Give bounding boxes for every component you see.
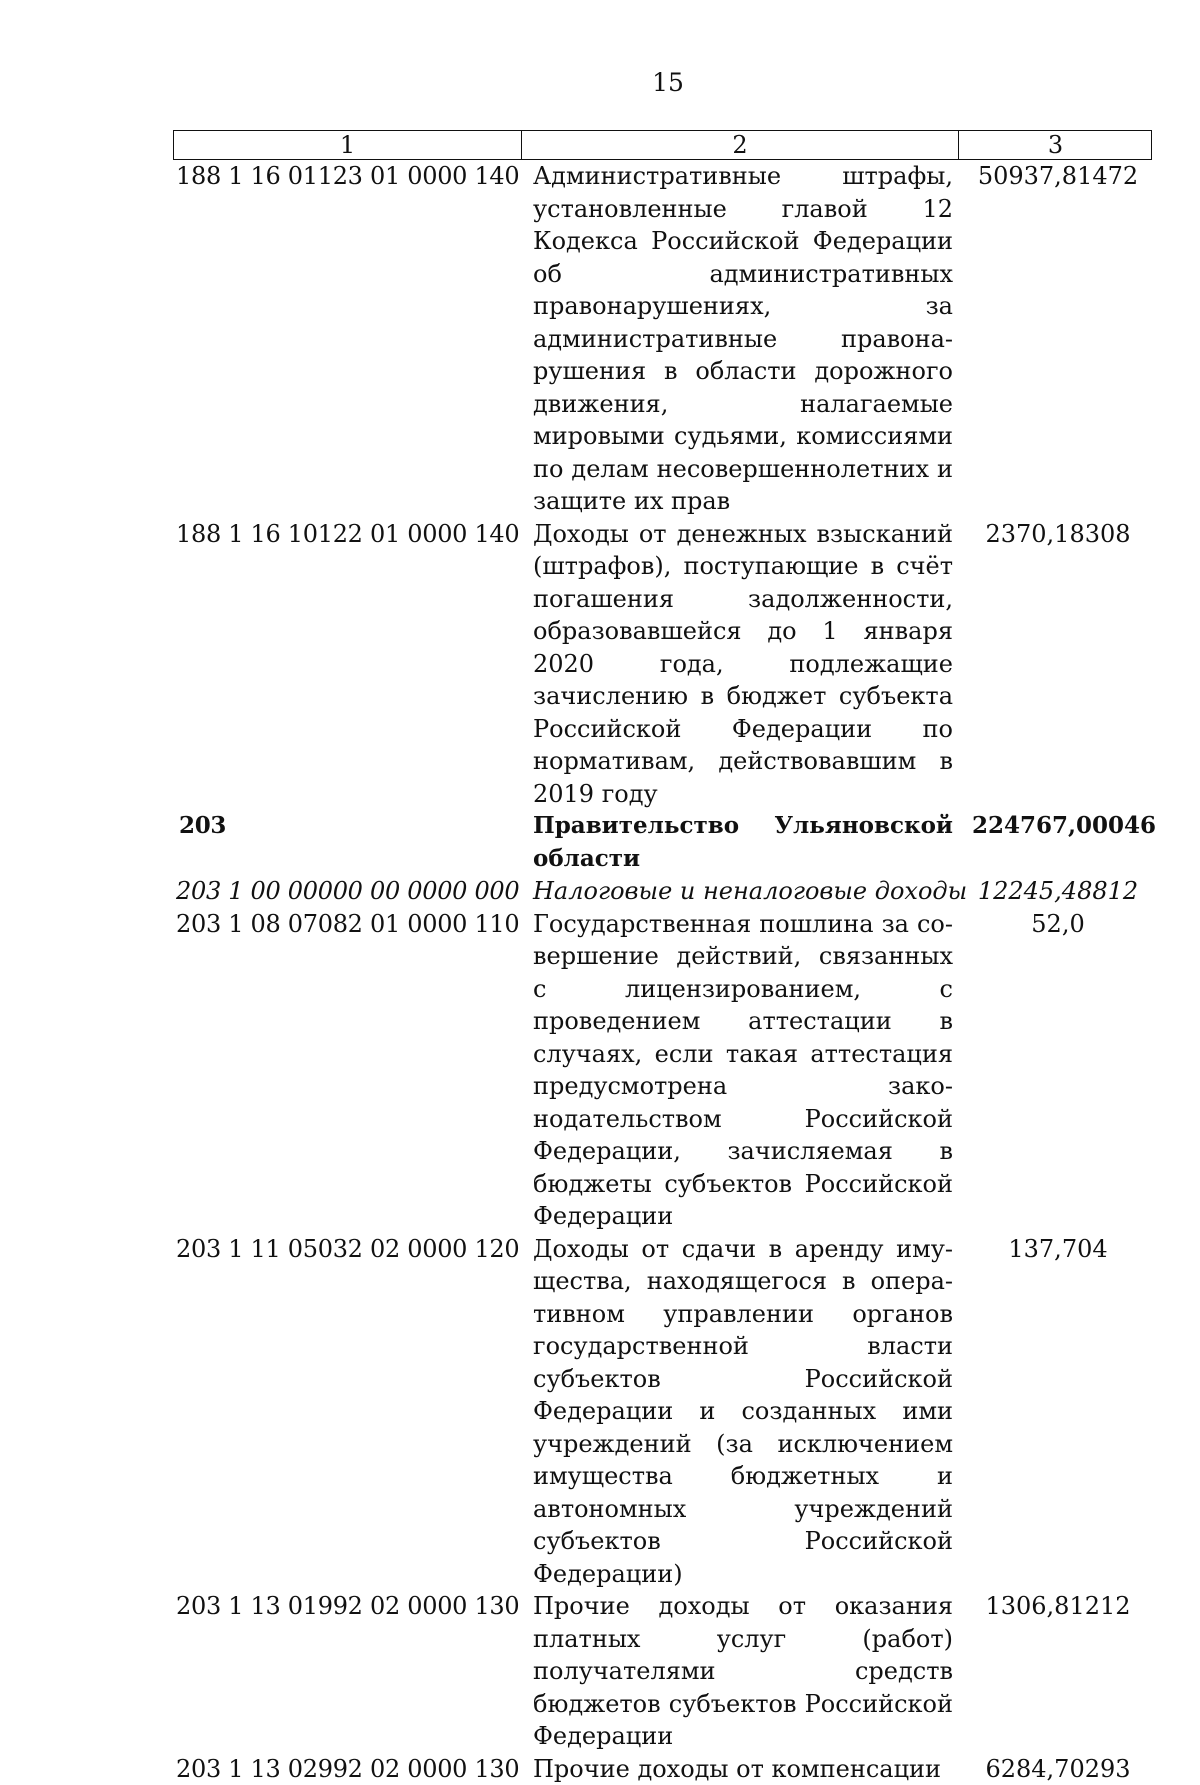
revenue-amount: 50937,81472 (963, 160, 1153, 193)
revenue-table-body (176, 160, 1156, 1785)
column-number-3: 3 (959, 131, 1152, 159)
page-number: 15 (0, 68, 1200, 97)
table-row (176, 1753, 1156, 1785)
revenue-name: Прочие доходы от оказания платных услуг (работ) получателями средств бюджетов субъектов Российской Федерации (533, 1590, 953, 1753)
budget-code: 203 1 13 01992 02 0000 130 (176, 1590, 521, 1623)
table-row (176, 875, 1156, 908)
revenue-name: Административные штрафы, установленные главой 12 Кодекса Российской Федерации об административных правонарушениях, за административные правонарушения в области дорожного движения, налагаемые мировыми судьями, комиссиями по делам несовершеннолетних и защите их прав (533, 160, 953, 518)
budget-code: 188 1 16 10122 01 0000 140 (176, 518, 521, 551)
table-row (176, 1590, 1156, 1753)
budget-code: 203 (179, 810, 524, 843)
revenue-name: Доходы от денежных взысканий (штрафов), поступающие в счёт погашения задолженности, образовавшейся до 1 января 2020 года, подлежащие зачислению в бюджет субъекта Российской Федерации по нормативам, действовавшим в 2019 году (533, 518, 953, 811)
revenue-name: Правительство Ульяновской области (533, 810, 953, 875)
table-row (176, 908, 1156, 1233)
table-column-header (173, 130, 1152, 160)
budget-code: 188 1 16 01123 01 0000 140 (176, 160, 521, 193)
column-number-2: 2 (522, 131, 959, 159)
revenue-amount: 2370,18308 (963, 518, 1153, 551)
revenue-name: Государственная пошлина за совершение действий, связанных с лицензированием, с проведением аттестации в случаях, если такая аттестация предусмотрена законодательством Российской Федерации, зачисляемая в бюджеты субъектов Российской Федерации (533, 908, 953, 1233)
revenue-amount: 137,704 (963, 1233, 1153, 1266)
budget-code: 203 1 13 02992 02 0000 130 (176, 1753, 521, 1785)
revenue-name: Налоговые и неналоговые доходы (533, 875, 953, 908)
revenue-amount: 12245,48812 (963, 875, 1153, 908)
budget-code: 203 1 00 00000 00 0000 000 (176, 875, 521, 908)
revenue-name: Доходы от сдачи в аренду имущества, находящегося в оперативном управлении органов государственной власти субъектов Российской Федерации и созданных ими учреждений (за исключением имущества бюджетных и автономных учреждений субъектов Российской Федерации) (533, 1233, 953, 1591)
table-row (176, 810, 1156, 875)
revenue-name: Прочие доходы от компенсации (533, 1753, 953, 1785)
column-number-1: 1 (174, 131, 522, 159)
revenue-amount: 1306,81212 (963, 1590, 1153, 1623)
budget-code: 203 1 11 05032 02 0000 120 (176, 1233, 521, 1266)
revenue-amount: 224767,00046 (964, 810, 1164, 843)
table-row (176, 1233, 1156, 1591)
revenue-amount: 52,0 (963, 908, 1153, 941)
revenue-amount: 6284,70293 (963, 1753, 1153, 1785)
table-row (176, 160, 1156, 518)
table-row (176, 518, 1156, 811)
budget-code: 203 1 08 07082 01 0000 110 (176, 908, 521, 941)
